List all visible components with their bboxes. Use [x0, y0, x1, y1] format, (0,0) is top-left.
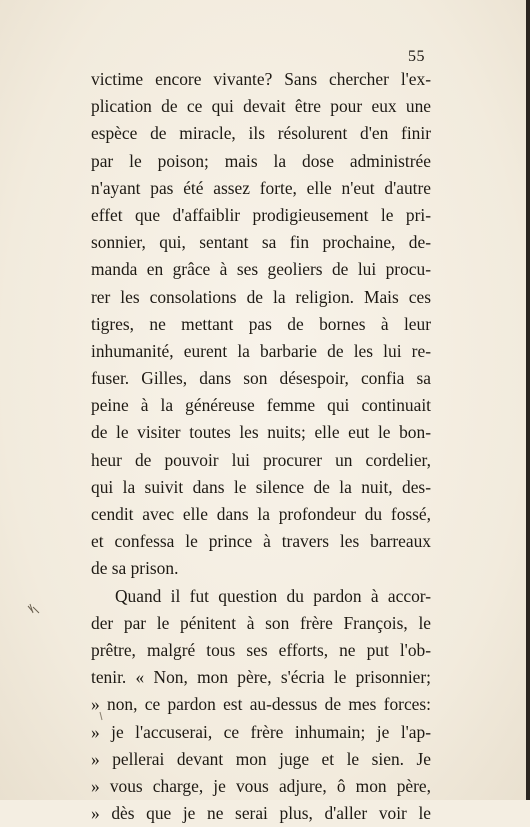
- text-line: rer les consolations de la religion. Mais ces: [91, 286, 431, 307]
- text-line: inhumanité, eurent la barbarie de les lui re-: [91, 340, 431, 361]
- text-line: et confessa le prince à travers les barreaux: [91, 531, 431, 552]
- text-line: espèce de miracle, ils résolurent d'en finir: [91, 123, 431, 144]
- text-line: cendit avec elle dans la profondeur du fossé,: [91, 504, 431, 524]
- text-line: der par le pénitent à son frère François, le: [91, 612, 431, 633]
- text-line: manda en grâce à ses geoliers de lui procu-: [91, 259, 431, 280]
- text-line: fuser. Gilles, dans son désespoir, confia sa: [91, 368, 431, 389]
- paragraph-end-line: de sa prison.: [91, 558, 179, 579]
- text-line: » non, ce pardon est au-dessus de mes forces:: [91, 694, 431, 715]
- text-line: » vous charge, je vous adjure, ô mon père,: [91, 775, 431, 796]
- page-number: 55: [408, 48, 425, 65]
- text-line: peine à la généreuse femme qui continuait: [91, 395, 431, 416]
- text-line: victime encore vivante? Sans chercher l'ex-: [91, 69, 431, 89]
- text-line: effet que d'affaiblir prodigieusement le pri-: [91, 204, 431, 225]
- text-line: » dès que je ne serai plus, d'aller voir le: [91, 803, 431, 824]
- text-line: qui la suivit dans le silence de la nuit, des-: [91, 476, 431, 497]
- text-line: de le visiter toutes les nuits; elle eut le bon-: [91, 422, 431, 443]
- text-line: » je l'accuserai, ce frère inhumain; je l'ap-: [91, 721, 431, 742]
- text-line: sonnier, qui, sentant sa fin prochaine, de-: [91, 232, 431, 253]
- text-line: » pellerai devant mon juge et le sien. Je: [91, 748, 431, 769]
- text-line: prêtre, malgré tous ses efforts, ne put l'ob-: [91, 639, 431, 660]
- paragraph-start-line: Quand il fut question du pardon à accor-: [115, 585, 431, 606]
- text-line: tenir. « Non, mon père, s'écria le prisonnier;: [91, 667, 431, 688]
- text-line: par le poison; mais la dose administrée: [91, 150, 431, 171]
- text-line: n'ayant pas été assez forte, elle n'eut d'autre: [91, 177, 431, 198]
- text-line: heur de pouvoir lui procurer un cordelier,: [91, 449, 431, 470]
- text-line: tigres, ne mettant pas de bornes à leur: [91, 313, 431, 334]
- text-line: plication de ce qui devait être pour eux une: [91, 96, 431, 117]
